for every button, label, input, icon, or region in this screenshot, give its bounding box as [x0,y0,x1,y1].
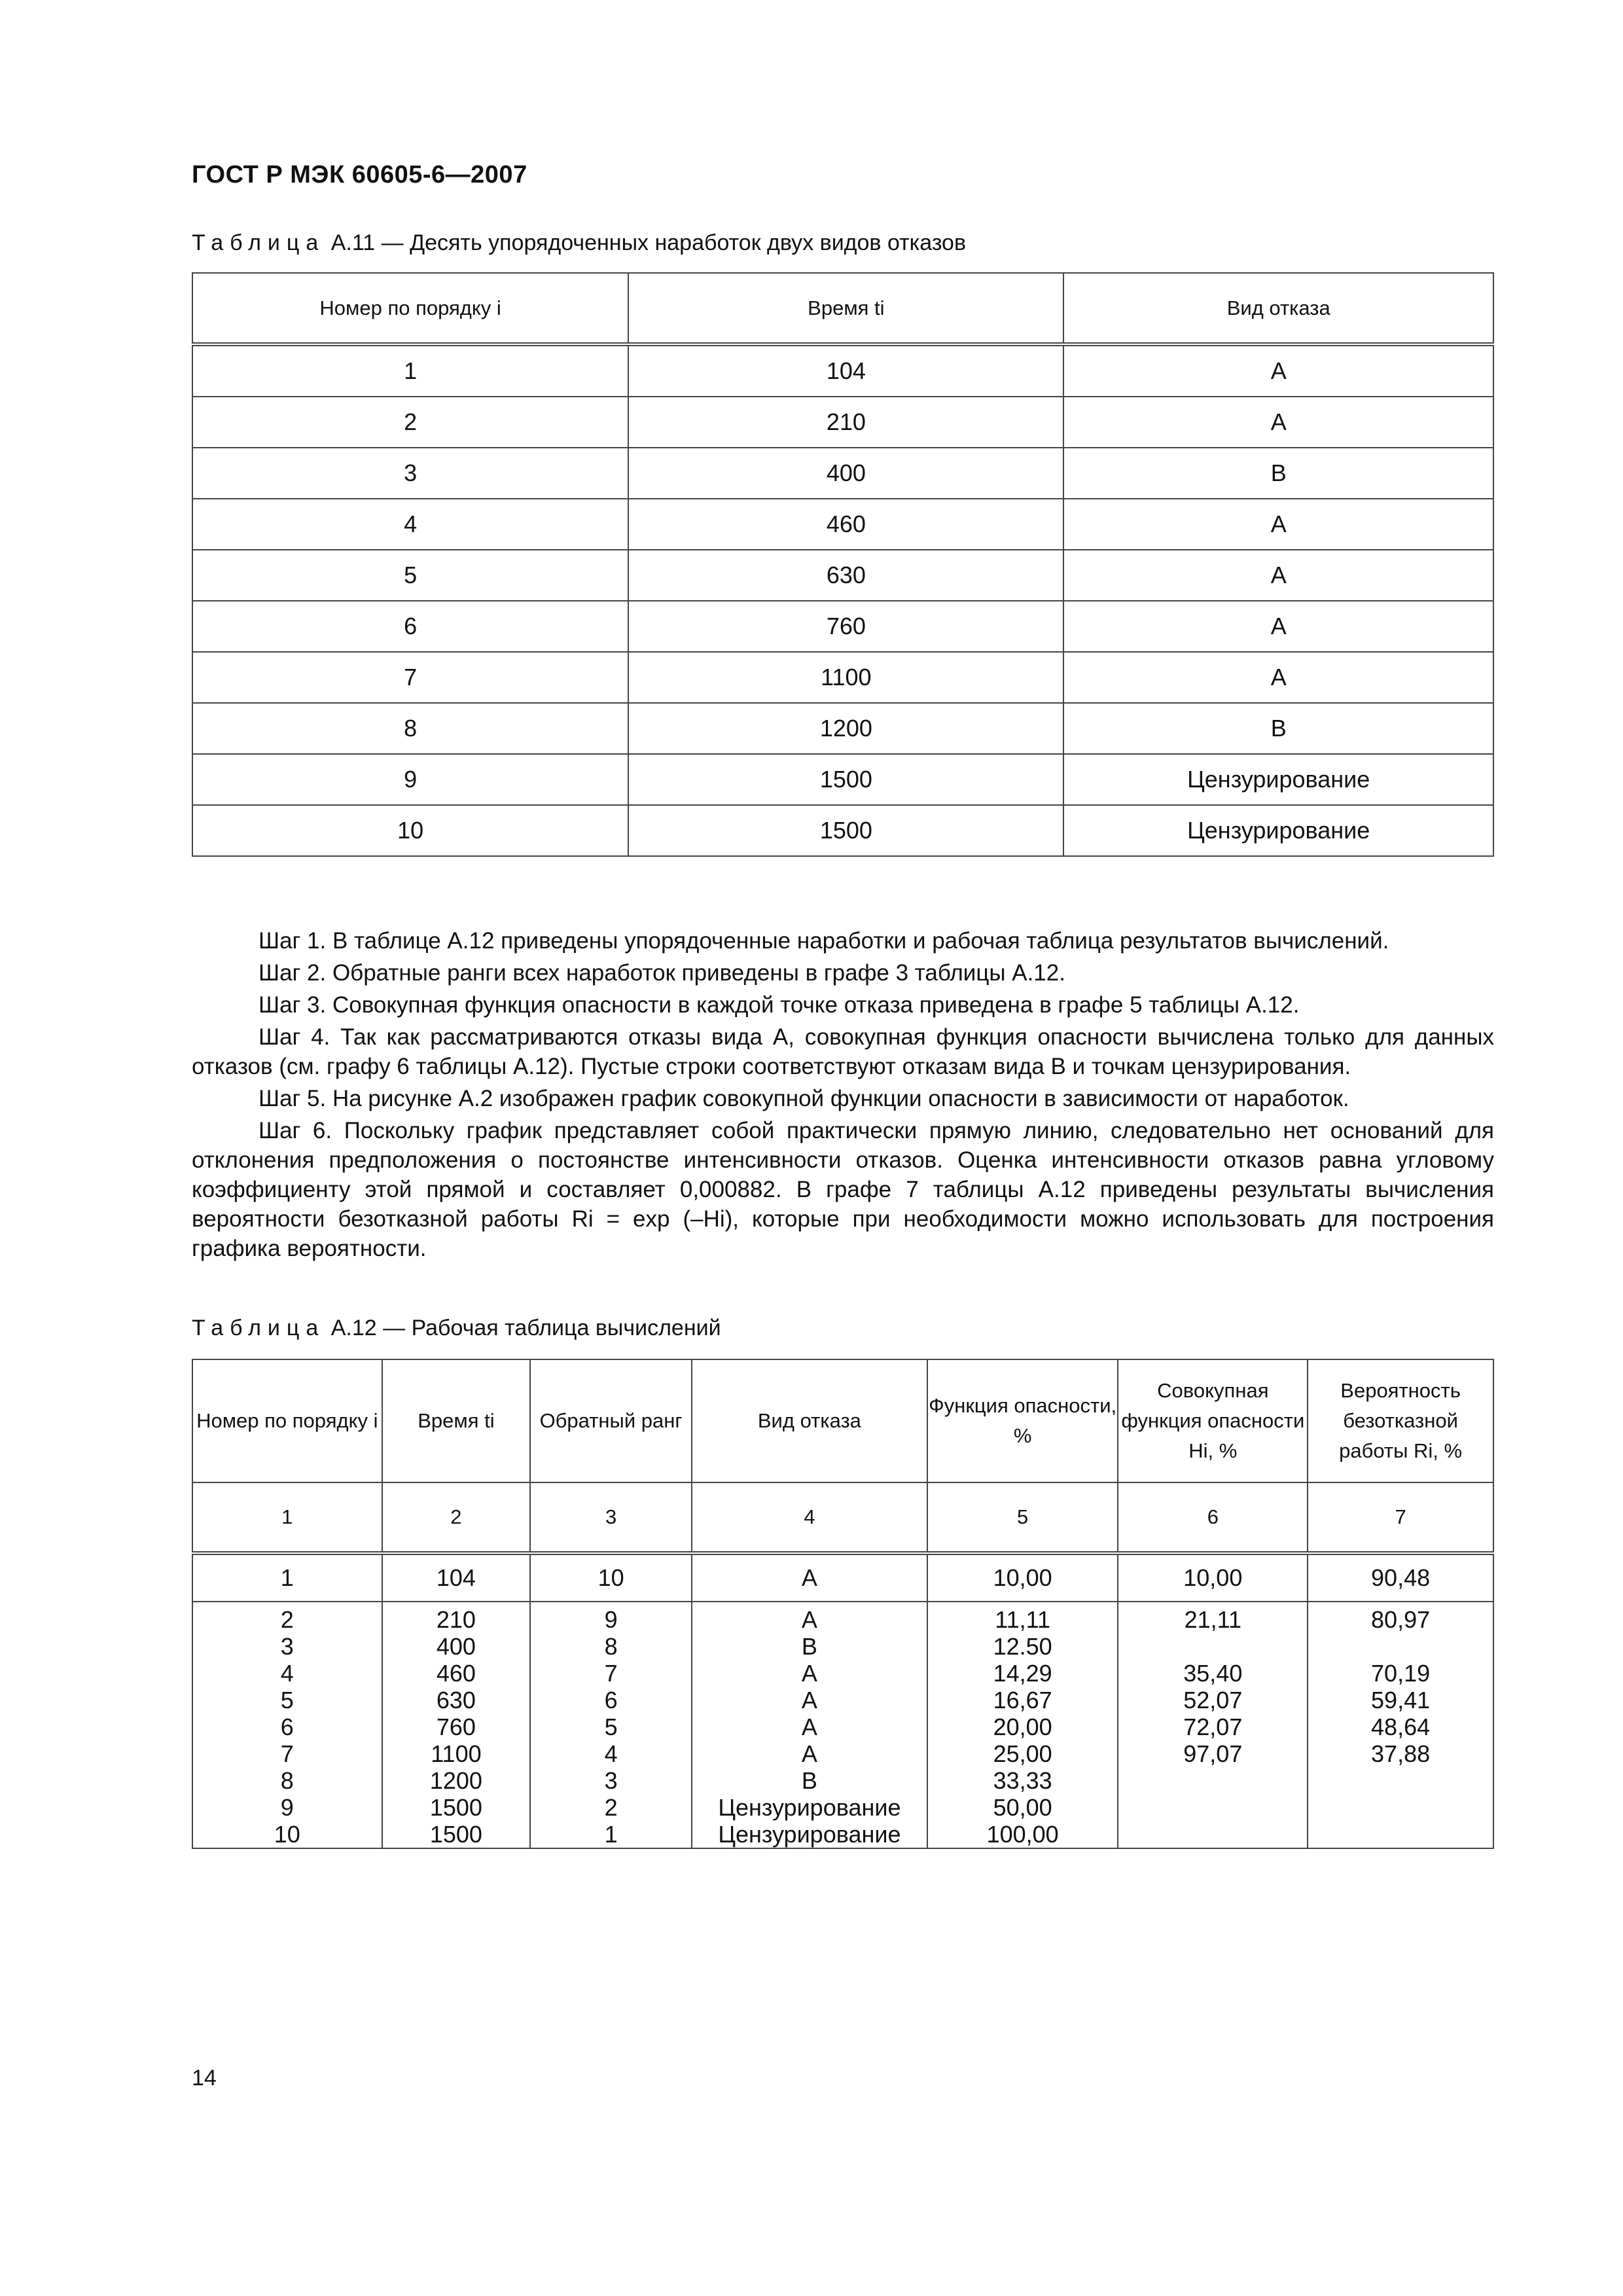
table-cell: 400 [628,448,1063,499]
table-header-row [192,273,1493,344]
table-row [192,397,1493,448]
step-paragraph: Шаг 4. Так как рассматриваются отказы вида А, совокупная функция опасности вычислена только для данных отказов (см. графу 6 таблицы А.12). Пустые строки соответствуют отказам вида В и точкам цензурирования. [192,1024,1494,1079]
cell-line: 460 [436,1660,476,1687]
cell-line: А [801,1740,817,1767]
table-cell: 10,00 [927,1553,1118,1602]
cell-line: 9 [280,1794,294,1821]
cell-line: А [801,1713,817,1740]
table-cell: А [1063,397,1493,448]
table-cell: 10 [192,805,628,856]
cell-line: 8 [604,1633,618,1660]
table-row [192,448,1493,499]
table-a11-caption [192,230,966,256]
table-cell: 10 [530,1553,692,1602]
stacked-cell-reverse-rank [530,1602,692,1848]
table-row [192,344,1493,397]
table-cell: 5 [192,550,628,601]
table-cell: 1200 [628,703,1063,754]
cell-line: 25,00 [993,1740,1052,1767]
table-a11-caption-word: Таблица [192,230,325,255]
table-cell: В [1063,703,1493,754]
cell-line: 70,19 [1371,1660,1431,1687]
table-row [192,550,1493,601]
table-row [192,1553,1493,1602]
cell-line [1308,1821,1493,1848]
table-cell: 104 [382,1553,531,1602]
cell-line: 6 [280,1713,294,1740]
cell-line: 5 [280,1687,294,1713]
column-header-failure-type: Вид отказа [692,1359,927,1482]
step-paragraph: Шаг 5. На рисунке А.2 изображен график совокупной функции опасности в зависимости от наработок. [259,1086,1349,1111]
cell-line: 21,11 [1184,1606,1242,1633]
table-cell: А [1063,344,1493,397]
cell-line [1308,1633,1493,1660]
cell-line [1118,1821,1307,1848]
table-row [192,601,1493,652]
cell-line: 97,07 [1183,1740,1243,1767]
cell-line: 14,29 [993,1660,1052,1687]
cell-line: 6 [604,1687,618,1713]
cell-line: 9 [604,1606,618,1633]
column-number: 1 [192,1482,382,1553]
step-paragraph: Шаг 2. Обратные ранги всех наработок приведены в графе 3 таблицы А.12. [259,960,1065,986]
table-cell: А [1063,652,1493,703]
column-header-time: Время ti [382,1359,531,1482]
column-header-order: Номер по порядку i [192,273,628,344]
column-number: 4 [692,1482,927,1553]
table-cell: 1 [192,1553,382,1602]
table-cell: 1500 [628,805,1063,856]
cell-line: 20,00 [993,1713,1052,1740]
table-row [192,499,1493,550]
cell-line: 4 [280,1660,294,1687]
table-cell: 90,48 [1308,1553,1493,1602]
cell-line: 210 [436,1606,476,1633]
cell-line: 52,07 [1183,1687,1243,1713]
cell-line: 37,88 [1371,1740,1431,1767]
table-row-group [192,1602,1493,1848]
cell-line: 2 [280,1606,294,1633]
cell-line: 630 [436,1687,476,1713]
column-header-cumulative-hazard: Совокупная функция опасности Hi, % [1118,1359,1308,1482]
table-cell: 1100 [628,652,1063,703]
table-cell: 9 [192,754,628,805]
column-number: 3 [530,1482,692,1553]
cell-line: 50,00 [993,1794,1052,1821]
cell-line: В [801,1633,817,1660]
table-cell: А [1063,601,1493,652]
column-number-row [192,1482,1493,1553]
cell-line: 48,64 [1371,1713,1431,1740]
table-cell: 6 [192,601,628,652]
stacked-cell-order [192,1602,382,1848]
cell-line: 10 [274,1821,300,1848]
stacked-cell-reliability [1308,1602,1493,1848]
table-row [192,703,1493,754]
cell-line: 80,97 [1371,1606,1431,1633]
column-number: 2 [382,1482,531,1553]
stacked-cell-cumulative-hazard [1118,1602,1308,1848]
cell-line: 72,07 [1183,1713,1243,1740]
cell-line [1118,1767,1307,1794]
column-header-reverse-rank: Обратный ранг [530,1359,692,1482]
table-cell: 630 [628,550,1063,601]
cell-line: 5 [604,1713,618,1740]
table-cell: Цензурирование [1063,754,1493,805]
cell-line: 33,33 [993,1767,1052,1794]
table-cell: А [692,1553,927,1602]
table-cell: А [1063,550,1493,601]
cell-line: 100,00 [986,1821,1059,1848]
cell-line: А [801,1606,817,1633]
table-cell: 3 [192,448,628,499]
cell-line [1118,1794,1307,1821]
table-cell: 460 [628,499,1063,550]
column-header-time: Время ti [628,273,1063,344]
table-cell: В [1063,448,1493,499]
table-cell: А [1063,499,1493,550]
cell-line: 760 [436,1713,476,1740]
table-cell: 210 [628,397,1063,448]
column-number: 6 [1118,1482,1308,1553]
cell-line: 1500 [429,1821,482,1848]
steps-text [192,926,1494,1266]
column-header-order: Номер по порядку i [192,1359,382,1482]
cell-line: 7 [604,1660,618,1687]
table-cell: 7 [192,652,628,703]
table-cell: 4 [192,499,628,550]
table-a12-caption-word: Таблица [192,1316,325,1340]
table-row [192,754,1493,805]
cell-line: 59,41 [1371,1687,1431,1713]
cell-line: 8 [280,1767,294,1794]
table-row [192,652,1493,703]
column-number: 5 [927,1482,1118,1553]
table-cell: 760 [628,601,1063,652]
cell-line: 35,40 [1183,1660,1243,1687]
stacked-cell-time [382,1602,531,1848]
table-cell: 1 [192,344,628,397]
table-a12-caption [192,1316,721,1341]
table-a12-caption-text: А.12 — Рабочая таблица вычислений [325,1316,721,1340]
table-cell: 1500 [628,754,1063,805]
table-row [192,805,1493,856]
table-a11 [192,272,1494,857]
cell-line: 1500 [429,1794,482,1821]
cell-line: 3 [604,1767,618,1794]
cell-line: 11,11 [995,1606,1050,1633]
cell-line: 2 [604,1794,618,1821]
cell-line: 16,67 [993,1687,1052,1713]
cell-line: 7 [280,1740,294,1767]
page-number: 14 [192,2066,217,2090]
step-paragraph: Шаг 6. Поскольку график представляет собой практически прямую линию, следовательно нет оснований для отклонения предположения о постоянстве интенсивности отказов. Оценка интенсивности отказов равна угловому коэффициенту этой прямой и составляет 0,000882. В графе 7 таблицы А.12 приведены результаты вычисления вероятности безотказной работы Ri = exp (–Hi), которые при необходимости можно использовать для построения графика вероятности. [192,1118,1494,1261]
column-header-reliability: Вероятность безотказной работы Ri, % [1308,1359,1493,1482]
cell-line: А [801,1687,817,1713]
column-number: 7 [1308,1482,1493,1553]
table-header-row [192,1359,1493,1482]
stacked-cell-hazard [927,1602,1118,1848]
column-header-failure-type: Вид отказа [1063,273,1493,344]
step-paragraph: Шаг 1. В таблице А.12 приведены упорядоченные наработки и рабочая таблица результатов вычислений. [259,928,1389,954]
table-cell: Цензурирование [1063,805,1493,856]
cell-line: 1 [604,1821,618,1848]
cell-line [1308,1794,1493,1821]
stacked-cell-failure-type [692,1602,927,1848]
cell-line: 12.50 [993,1633,1052,1660]
cell-line: 1100 [431,1740,482,1767]
table-cell: 10,00 [1118,1553,1308,1602]
cell-line: 1200 [429,1767,482,1794]
table-cell: 104 [628,344,1063,397]
table-a12 [192,1359,1494,1849]
column-header-hazard: Функция опасности, % [927,1359,1118,1482]
table-a11-caption-text: А.11 — Десять упорядоченных наработок двух видов отказов [325,230,967,255]
cell-line: 400 [436,1633,476,1660]
cell-line: Цензурирование [718,1794,901,1821]
document-header: ГОСТ Р МЭК 60605-6—2007 [192,161,527,188]
cell-line [1308,1767,1493,1794]
table-cell: 8 [192,703,628,754]
cell-line: В [801,1767,817,1794]
cell-line: А [801,1660,817,1687]
table-cell: 2 [192,397,628,448]
cell-line: Цензурирование [718,1821,901,1848]
cell-line: 4 [604,1740,618,1767]
cell-line: 3 [280,1633,294,1660]
cell-line [1118,1633,1307,1660]
step-paragraph: Шаг 3. Совокупная функция опасности в каждой точке отказа приведена в графе 5 таблицы А.12. [259,992,1300,1018]
